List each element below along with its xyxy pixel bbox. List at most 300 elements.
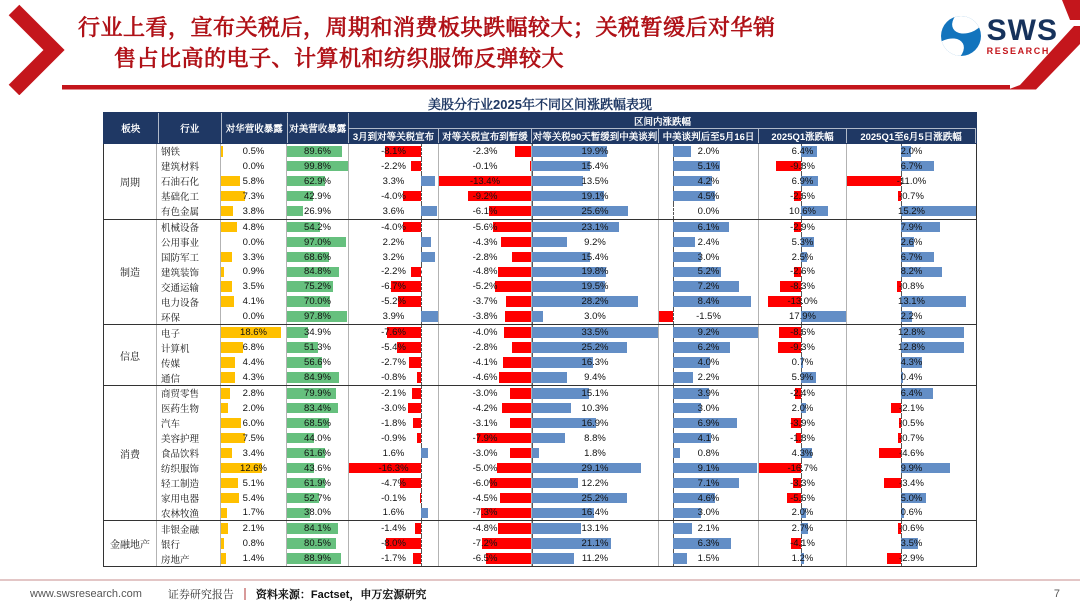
period-cell-1 [439,144,532,159]
period-value: 0.8% [697,447,720,459]
industry-label: 纺织服饰 [157,461,221,476]
period-value: 2.0% [791,507,814,519]
period-headers [349,129,976,143]
period-value: 2.2% [900,311,923,323]
sector-label: 信息 [104,325,157,385]
sector-group [104,385,976,520]
period-cell-5 [847,461,976,476]
sector-group [104,144,976,219]
table-row [157,250,976,265]
period-value: 3.0% [697,402,720,414]
period-value: -16.3% [378,462,409,474]
us-exposure-value: 84.1% [304,523,331,535]
period-cell-2 [532,309,659,324]
table-row [157,325,976,340]
us-exposure-cell [287,144,349,159]
period-cell-3 [659,461,759,476]
period-cell-0 [349,235,439,250]
footer-source: 资料来源：Factset，申万宏源研究 [255,589,427,601]
period-cell-0 [349,521,439,536]
table-row [157,294,976,309]
period-cell-5 [847,506,976,521]
period-value: 2.6% [900,236,923,248]
us-exposure-value: 84.8% [304,266,331,278]
period-value: -0.6% [899,523,924,535]
period-value: 6.3% [697,538,720,550]
industry-label: 通信 [157,370,221,385]
table-row [157,536,976,551]
us-exposure-value: 26.9% [304,205,331,217]
period-value: 29.1% [581,462,609,474]
period-value: -2.6% [790,266,815,278]
period-cell-3 [659,325,759,340]
period-value: 13.5% [581,175,609,187]
period-value: 3.5% [900,538,923,550]
period-value: -0.1% [381,492,406,504]
period-value: 2.0% [697,145,720,157]
period-cell-1 [439,401,532,416]
period-cell-1 [439,551,532,566]
period-value: 4.5% [697,190,720,202]
industry-label: 家用电器 [157,491,221,506]
period-value: -4.6% [472,372,498,384]
period-cell-1 [439,431,532,446]
china-exposure-cell [221,446,287,461]
us-exposure-value: 70.0% [304,296,331,308]
period-cell-4 [759,506,847,521]
left-chevron-icon [14,10,54,90]
period-cell-3 [659,431,759,446]
period-value: 1.5% [697,553,720,565]
period-cell-2 [532,144,659,159]
period-value: 3.0% [697,251,720,263]
period-cell-5 [847,325,976,340]
period-value: -3.8% [472,311,498,323]
period-cell-0 [349,144,439,159]
us-exposure-cell [287,279,349,294]
industry-label: 计算机 [157,340,221,355]
period-value: 2.2% [697,372,720,384]
period-value: 7.1% [697,477,720,489]
us-exposure-value: 61.6% [304,447,331,459]
us-exposure-value: 99.8% [304,160,331,172]
period-value: -2.2% [381,266,406,278]
period-cell-5 [847,476,976,491]
sector-rows [157,521,976,566]
period-value: -2.7% [381,357,406,369]
us-exposure-value: 80.5% [304,538,331,550]
us-exposure-value: 34.9% [304,327,331,339]
period-value: 6.4% [900,387,923,399]
us-exposure-cell [287,204,349,219]
col-header-us: 对美营收暴露 [288,113,350,143]
period-value: 21.1% [581,538,609,550]
period-cell-2 [532,416,659,431]
period-value: 1.8% [584,447,606,459]
us-exposure-cell [287,416,349,431]
period-cell-0 [349,461,439,476]
period-header-block [349,113,976,143]
table-row [157,340,976,355]
us-exposure-value: 68.6% [304,251,331,263]
china-exposure-cell [221,521,287,536]
sector-label: 周期 [104,144,157,219]
period-value: -2.1% [899,402,924,414]
period-cell-4 [759,521,847,536]
us-exposure-cell [287,476,349,491]
table-row [157,265,976,280]
period-value: -9.8% [790,160,815,172]
us-exposure-cell [287,325,349,340]
period-cell-4 [759,189,847,204]
period-value: -3.3% [790,477,815,489]
industry-label: 电子 [157,325,221,340]
china-exposure-cell [221,431,287,446]
period-cell-0 [349,401,439,416]
period-cell-0 [349,551,439,566]
period-value: 2.1% [697,523,720,535]
period-cell-1 [439,355,532,370]
period-value: -4.1% [472,357,498,369]
period-value: -4.2% [472,402,498,414]
us-exposure-cell [287,506,349,521]
period-value: 19.5% [581,281,609,293]
china-exposure-value: 2.0% [242,402,265,414]
footer-site-link[interactable]: www.swsresearch.com [30,588,142,600]
period-value: 16.4% [581,507,609,519]
col-header-period-5: 2025Q1至6月5日涨跌幅 [847,129,976,143]
period-cell-3 [659,506,759,521]
china-exposure-value: 5.8% [242,175,265,187]
period-cell-4 [759,220,847,235]
us-exposure-cell [287,431,349,446]
us-exposure-value: 68.5% [304,417,331,429]
china-exposure-value: 1.7% [242,507,265,519]
period-cell-4 [759,355,847,370]
period-cell-2 [532,431,659,446]
period-cell-2 [532,476,659,491]
period-cell-4 [759,476,847,491]
china-exposure-value: 0.9% [242,266,265,278]
period-cell-3 [659,370,759,385]
period-value: -4.6% [899,447,924,459]
period-value: -4.5% [472,492,498,504]
us-exposure-cell [287,551,349,566]
period-value: 0.4% [900,372,923,384]
period-value: 6.4% [791,145,814,157]
us-exposure-value: 75.2% [304,281,331,293]
china-exposure-cell [221,536,287,551]
period-value: 3.0% [584,311,606,323]
period-value: -9.3% [790,342,815,354]
sector-rows [157,220,976,325]
period-value: -0.9% [381,432,406,444]
period-value: 6.1% [697,221,720,233]
period-cell-1 [439,189,532,204]
industry-label: 房地产 [157,551,221,566]
period-value: -4.0% [472,327,498,339]
period-cell-4 [759,491,847,506]
period-cell-3 [659,476,759,491]
period-cell-2 [532,220,659,235]
industry-label: 公用事业 [157,235,221,250]
period-value: 8.4% [697,296,720,308]
table-row [157,235,976,250]
china-exposure-cell [221,551,287,566]
period-cell-4 [759,340,847,355]
period-cell-3 [659,144,759,159]
period-value: 15.2% [898,205,925,217]
table-row [157,174,976,189]
page-title-line1: 行业上看，宣布关税后，周期和消费板块跌幅较大；关税暂缓后对华销 [78,15,776,40]
period-value: -2.6% [790,190,815,202]
china-exposure-cell [221,220,287,235]
period-value: 0.6% [900,507,923,519]
us-exposure-value: 51.3% [304,342,331,354]
period-value: 9.9% [900,462,923,474]
period-value: -0.7% [899,190,924,202]
period-value: 15.1% [581,387,609,399]
china-exposure-cell [221,340,287,355]
table-body [103,144,977,567]
period-value: -3.0% [472,387,498,399]
table-row [157,309,976,324]
period-value: 9.2% [584,236,606,248]
period-cell-2 [532,401,659,416]
industry-label: 环保 [157,309,221,324]
period-value: -5.6% [472,221,498,233]
period-value: 6.7% [900,251,923,263]
period-value: -6.5% [472,553,498,565]
industry-performance-table [103,94,977,567]
china-exposure-value: 1.4% [242,553,265,565]
period-cell-5 [847,294,976,309]
period-value: -0.7% [899,432,924,444]
period-cell-0 [349,355,439,370]
us-exposure-value: 61.9% [304,477,331,489]
period-cell-1 [439,204,532,219]
period-value: 15.4% [581,160,609,172]
period-value: -3.0% [381,402,406,414]
period-cell-5 [847,521,976,536]
period-cell-4 [759,370,847,385]
industry-label: 银行 [157,536,221,551]
page-title-line2: 售占比高的电子、计算机和纺织服饰反弹较大 [114,46,565,71]
period-cell-3 [659,491,759,506]
period-value: 5.2% [697,266,720,278]
period-value: -8.6% [790,327,815,339]
period-value: 19.9% [581,145,609,157]
china-exposure-value: 2.8% [242,387,265,399]
period-cell-3 [659,265,759,280]
china-exposure-value: 3.4% [242,447,265,459]
period-value: 13.1% [581,523,609,535]
period-value: -4.8% [472,266,498,278]
industry-label: 石油石化 [157,174,221,189]
industry-label: 美容护理 [157,431,221,446]
us-exposure-value: 56.6% [304,357,331,369]
period-value: 10.6% [789,205,816,217]
period-cell-5 [847,491,976,506]
period-value: 16.3% [581,357,609,369]
industry-label: 交通运输 [157,279,221,294]
period-value: 4.3% [900,357,923,369]
industry-label: 基础化工 [157,189,221,204]
table-row [157,204,976,219]
us-exposure-cell [287,461,349,476]
period-cell-3 [659,386,759,401]
period-cell-2 [532,491,659,506]
period-value: 0.7% [791,357,814,369]
sector-rows [157,325,976,385]
us-exposure-value: 38.0% [304,507,331,519]
sector-label: 消费 [104,386,157,520]
period-cell-5 [847,220,976,235]
china-exposure-cell [221,325,287,340]
period-cell-0 [349,220,439,235]
industry-label: 汽车 [157,416,221,431]
period-cell-2 [532,551,659,566]
industry-label: 有色金属 [157,204,221,219]
page-title [78,12,776,74]
period-cell-2 [532,265,659,280]
us-exposure-cell [287,309,349,324]
period-value: 1.2% [791,553,814,565]
period-cell-2 [532,174,659,189]
us-exposure-cell [287,401,349,416]
period-cell-0 [349,506,439,521]
china-exposure-value: 5.1% [242,477,265,489]
period-cell-0 [349,476,439,491]
period-value: 2.0% [900,145,923,157]
period-cell-0 [349,370,439,385]
period-value: 3.9% [697,387,720,399]
table-row [157,189,976,204]
period-cell-4 [759,401,847,416]
us-exposure-cell [287,220,349,235]
period-value: -2.1% [381,387,406,399]
period-cell-5 [847,250,976,265]
sws-swirl-icon [941,16,981,56]
period-cell-0 [349,279,439,294]
period-value: -16.7% [787,462,818,474]
period-cell-5 [847,386,976,401]
period-value: -4.0% [381,190,406,202]
china-exposure-value: 0.5% [242,145,265,157]
china-exposure-value: 6.8% [242,342,265,354]
period-cell-4 [759,265,847,280]
period-value: 12.2% [581,477,609,489]
china-exposure-cell [221,189,287,204]
period-value: -8.1% [381,145,406,157]
industry-label: 机械设备 [157,220,221,235]
china-exposure-value: 0.8% [242,538,265,550]
period-value: -9.2% [472,190,498,202]
period-cell-4 [759,174,847,189]
china-exposure-cell [221,386,287,401]
china-exposure-value: 4.3% [242,372,265,384]
period-cell-1 [439,386,532,401]
table-row [157,521,976,536]
china-exposure-value: 6.0% [242,417,265,429]
period-value: -6.7% [381,281,406,293]
period-cell-5 [847,446,976,461]
period-value: -0.1% [472,160,498,172]
table-row [157,461,976,476]
period-value: 25.2% [581,342,609,354]
period-cell-3 [659,551,759,566]
period-cell-2 [532,250,659,265]
period-cell-4 [759,446,847,461]
period-value: -2.2% [381,160,406,172]
china-exposure-value: 0.0% [242,311,265,323]
period-value: -1.8% [381,417,406,429]
period-cell-1 [439,174,532,189]
china-exposure-value: 12.6% [240,462,267,474]
period-cell-2 [532,521,659,536]
page-number: 7 [1053,588,1060,600]
period-cell-5 [847,235,976,250]
us-exposure-cell [287,536,349,551]
industry-label: 食品饮料 [157,446,221,461]
period-value: -4.1% [790,538,815,550]
period-value: 2.5% [791,251,814,263]
period-cell-3 [659,309,759,324]
period-cell-1 [439,506,532,521]
period-value: 2.2% [382,236,405,248]
period-cell-5 [847,431,976,446]
period-cell-1 [439,250,532,265]
table-row [157,386,976,401]
us-exposure-value: 44.0% [304,432,331,444]
us-exposure-value: 62.9% [304,175,331,187]
period-cell-0 [349,204,439,219]
period-cell-5 [847,309,976,324]
period-cell-4 [759,279,847,294]
period-value: 4.3% [791,447,814,459]
china-exposure-cell [221,491,287,506]
period-cell-2 [532,446,659,461]
period-cell-3 [659,204,759,219]
sector-rows [157,386,976,520]
industry-label: 非银金融 [157,521,221,536]
period-value: -2.8% [472,342,498,354]
china-exposure-cell [221,204,287,219]
period-cell-5 [847,416,976,431]
period-cell-5 [847,279,976,294]
us-exposure-value: 54.2% [304,221,331,233]
us-exposure-value: 89.6% [304,145,331,157]
industry-label: 国防军工 [157,250,221,265]
china-exposure-value: 4.1% [242,296,265,308]
period-cell-5 [847,144,976,159]
us-exposure-cell [287,370,349,385]
period-cell-1 [439,461,532,476]
table-row [157,370,976,385]
period-cell-1 [439,370,532,385]
period-cell-0 [349,491,439,506]
period-value: -1.5% [696,311,721,323]
period-value: 5.1% [697,160,720,172]
period-cell-1 [439,536,532,551]
period-cell-4 [759,144,847,159]
period-value: 12.8% [898,342,925,354]
period-value: -2.4% [790,387,815,399]
us-exposure-cell [287,355,349,370]
sector-group [104,219,976,325]
period-cell-0 [349,386,439,401]
col-group-header: 区间内涨跌幅 [349,113,976,129]
